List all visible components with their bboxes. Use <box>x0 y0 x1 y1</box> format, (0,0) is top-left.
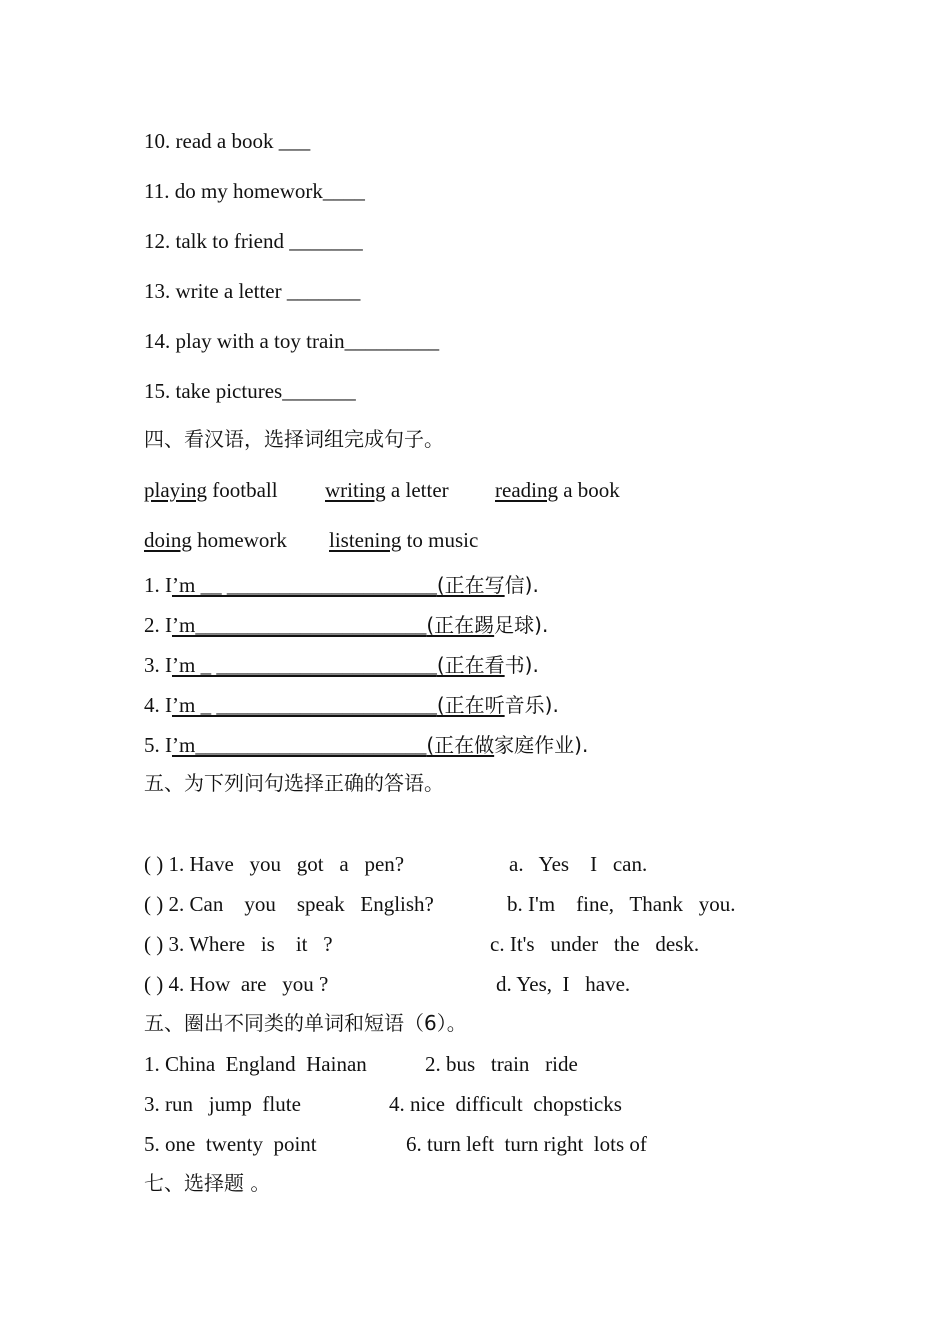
word-group: 1. China England Hainan <box>144 1052 367 1076</box>
phrase-option: reading a book <box>495 478 620 502</box>
question-item: ( ) 4. How are you ? <box>144 972 329 996</box>
phrase-option: writing a letter <box>325 478 449 502</box>
exercise-item: 11. do my homework____ <box>144 179 365 203</box>
word-group: 2. bus train ride <box>425 1052 578 1076</box>
fill-sentence: 5. I’m______________________(正在做家庭作业). <box>144 733 589 757</box>
word-group: 5. one twenty point <box>144 1132 317 1156</box>
phrase-option: listening to music <box>329 528 479 552</box>
fill-sentence: 4. I’m _ _____________________(正在听音乐). <box>144 693 559 717</box>
answer-option: a. Yes I can. <box>509 852 648 876</box>
fill-sentence: 3. I’m _ _____________________(正在看书). <box>144 653 539 677</box>
word-group: 3. run jump flute <box>144 1092 301 1116</box>
word-group: 6. turn left turn right lots of <box>406 1132 647 1156</box>
section-heading: 七、选择题 。 <box>144 1171 271 1195</box>
answer-option: c. It's under the desk. <box>490 932 700 956</box>
exercise-item: 14. play with a toy train_________ <box>144 329 440 353</box>
fill-sentence: 2. I’m______________________(正在踢足球). <box>144 613 549 637</box>
question-item: ( ) 2. Can you speak English? <box>144 892 434 916</box>
section-heading: 五、为下列问句选择正确的答语。 <box>144 771 444 795</box>
fill-sentence: 1. I’m __ ____________________(正在写信). <box>144 573 539 597</box>
exercise-item: 15. take pictures_______ <box>144 379 356 403</box>
exercise-item: 12. talk to friend _______ <box>144 229 363 253</box>
exercise-item: 13. write a letter _______ <box>144 279 361 303</box>
exercise-item: 10. read a book ___ <box>144 129 311 153</box>
section-heading: 五、圈出不同类的单词和短语（6）。 <box>144 1011 467 1035</box>
question-item: ( ) 3. Where is it ? <box>144 932 333 956</box>
phrase-option: doing homework <box>144 528 287 552</box>
phrase-option: playing football <box>144 478 278 502</box>
answer-option: b. I'm fine, Thank you. <box>507 892 736 916</box>
word-group: 4. nice difficult chopsticks <box>389 1092 622 1116</box>
section-heading: 四、看汉语，选择词组完成句子。 <box>144 427 444 451</box>
question-item: ( ) 1. Have you got a pen? <box>144 852 405 876</box>
answer-option: d. Yes, I have. <box>496 972 631 996</box>
